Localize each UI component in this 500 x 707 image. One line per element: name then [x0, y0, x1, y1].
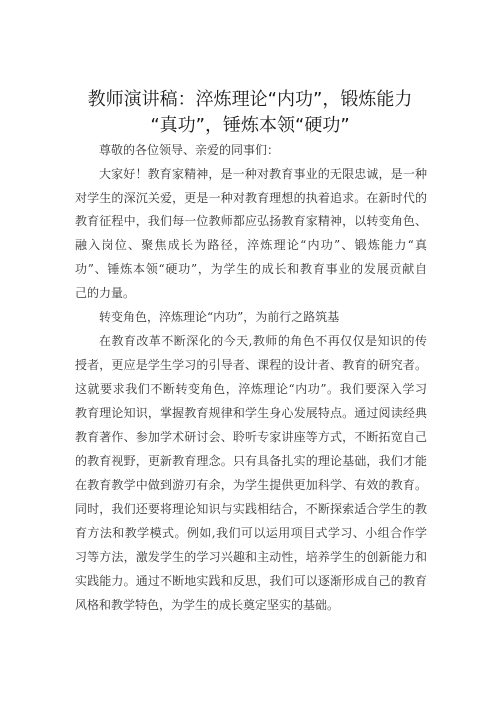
paragraph-2-line: 教育著作、参加学术研讨会、聆听专家讲座等方式，不断拓宽自己 — [75, 430, 427, 444]
paragraph-1-line: 功”、锤炼本领“硬功”，为学生的成长和教育事业的发展贡献自 — [75, 262, 427, 276]
paragraph-1-line: 大家好！教育家精神，是一种对教育事业的无限忠诚，是一种 — [99, 167, 427, 181]
paragraph-2-line: 实践能力。通过不断地实践和反思，我们可以逐渐形成自己的教育 — [75, 574, 427, 588]
paragraph-2-line: 育方法和教学模式。例如,我们可以运用项目式学习、小组合作学 — [75, 526, 427, 540]
paragraph-1-line: 对学生的深沉关爱，更是一种对教育理想的执着追求。在新时代的 — [75, 191, 427, 205]
document-title-line-2: “真功”，锤炼本领“硬功” — [150, 115, 350, 136]
paragraph-2-line: 授者，更应是学生学习的引导者、课程的设计者、教育的研究者。 — [75, 358, 427, 372]
paragraph-2-line: 的教育视野，更新教育理念。只有具备扎实的理论基础，我们才能 — [75, 454, 427, 468]
paragraph-2-line: 教育理论知识，掌握教育规律和学生身心发展特点。通过阅读经典 — [75, 406, 427, 420]
section-heading: 转变角色，淬炼理论“内功”，为前行之路筑基 — [99, 310, 340, 324]
paragraph-2-line: 在教育教学中做到游刃有余，为学生提供更加科学、有效的教育。 — [75, 478, 427, 492]
paragraph-2-line: 在教育改革不断深化的今天,教师的角色不再仅仅是知识的传 — [99, 334, 427, 348]
paragraph-2-line: 习等方法，激发学生的学习兴趣和主动性，培养学生的创新能力和 — [75, 550, 427, 564]
paragraph-2-line: 这就要求我们不断转变角色，淬炼理论“内功”。我们要深入学习 — [75, 382, 427, 396]
paragraph-1-line: 教育征程中，我们每一位教师都应弘扬教育家精神，以转变角色、 — [75, 214, 427, 228]
paragraph-1-line: 融入岗位、聚焦成长为路径，淬炼理论“内功”、锻炼能力“真 — [75, 238, 427, 252]
paragraph-2-line: 风格和教学特色，为学生的成长奠定坚实的基础。 — [75, 598, 340, 612]
document-title-line-1: 教师演讲稿：淬炼理论“内功”，锻炼能力 — [87, 89, 413, 110]
paragraph-1-line: 己的力量。 — [75, 286, 136, 300]
salutation: 尊敬的各位领导、亲爱的同事们： — [99, 143, 280, 157]
paragraph-2-line: 同时，我们还要将理论知识与实践相结合，不断探索适合学生的教 — [75, 502, 427, 516]
